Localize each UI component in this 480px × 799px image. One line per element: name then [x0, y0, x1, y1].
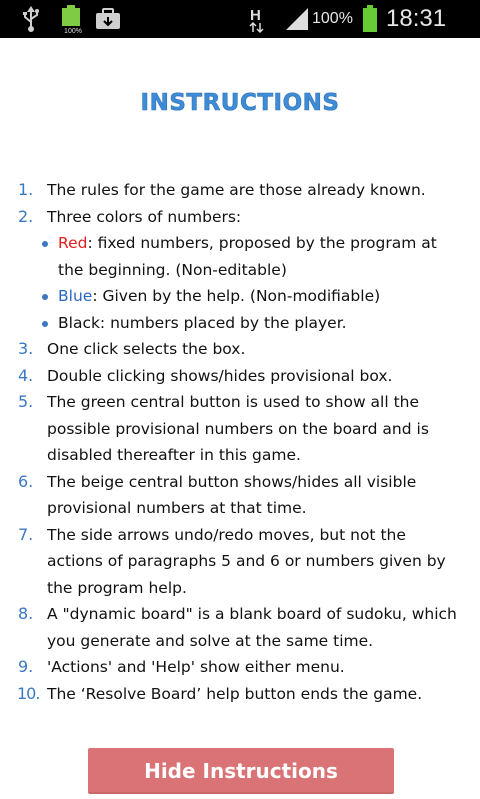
battery-small-label: 100%: [64, 28, 82, 34]
item-text: 'Actions' and 'Help' show either menu.: [47, 658, 345, 676]
item-text: One click selects the box.: [47, 340, 246, 358]
hide-instructions-button[interactable]: Hide Instructions: [88, 748, 394, 794]
list-item: [0, 336, 480, 363]
color-text: Black: numbers placed by the player.: [58, 313, 347, 332]
list-item: [0, 204, 480, 231]
list-item: [0, 177, 480, 204]
color-text: : fixed numbers, proposed by the program at the beginning. (Non-editable): [58, 234, 437, 279]
usb-icon: [22, 0, 40, 38]
instructions-list: [0, 177, 480, 707]
battery-percent: 100%: [312, 10, 353, 27]
bullet-icon: [42, 241, 48, 247]
list-item: [0, 522, 480, 602]
color-list-item-black: [0, 310, 480, 337]
network-h-icon: [248, 0, 270, 38]
item-number: 8.: [18, 604, 34, 623]
item-number: 10.: [17, 683, 40, 703]
color-label-blue: Blue: [58, 287, 93, 305]
item-text: The ‘Resolve Board’ help button ends the game.: [47, 684, 423, 703]
item-text: The beige central button shows/hides all visible provisional numbers at that time.: [47, 472, 417, 517]
color-text: : Given by the help. (Non-modifiable): [92, 287, 381, 305]
color-list-item-blue: [0, 283, 480, 310]
color-label-red: Red: [58, 234, 88, 252]
item-number: 1.: [18, 180, 34, 199]
list-item: [0, 389, 480, 469]
item-number: 9.: [18, 657, 34, 676]
bullet-icon: [42, 321, 48, 327]
color-list-item-red: [0, 230, 480, 283]
page-title: INSTRUCTIONS: [140, 90, 340, 116]
list-item: [0, 363, 480, 390]
battery-small-icon: [58, 0, 88, 38]
item-text: Three colors of numbers:: [47, 207, 242, 226]
item-text: The green central button is used to show all the possible provisional numbers on the board and is disabled thereafter in this game.: [47, 393, 429, 464]
list-item: [0, 681, 480, 708]
item-number: 7.: [18, 524, 34, 544]
item-text: A "dynamic board" is a blank board of sudoku, which you generate and solve at the same time.: [47, 605, 457, 650]
item-number: 5.: [18, 392, 34, 411]
list-item: [0, 601, 480, 654]
list-item: [0, 469, 480, 522]
item-number: 6.: [18, 471, 34, 491]
item-number: 3.: [18, 339, 34, 358]
item-number: 2.: [18, 206, 34, 226]
signal-icon: [284, 0, 310, 38]
network-type: H: [250, 7, 261, 24]
briefcase-icon: [95, 0, 121, 38]
status-bar: [0, 0, 480, 38]
item-text: Double clicking shows/hides provisional box.: [47, 366, 393, 385]
battery-icon: [361, 0, 379, 38]
list-item: [0, 654, 480, 681]
clock: 18:31: [386, 5, 447, 32]
bullet-icon: [42, 294, 48, 300]
item-text: The side arrows undo/redo moves, but not the actions of paragraphs 5 and 6 or numbers given by the program help.: [47, 525, 446, 597]
item-text: The rules for the game are those already known.: [47, 181, 426, 199]
item-number: 4.: [18, 365, 34, 385]
